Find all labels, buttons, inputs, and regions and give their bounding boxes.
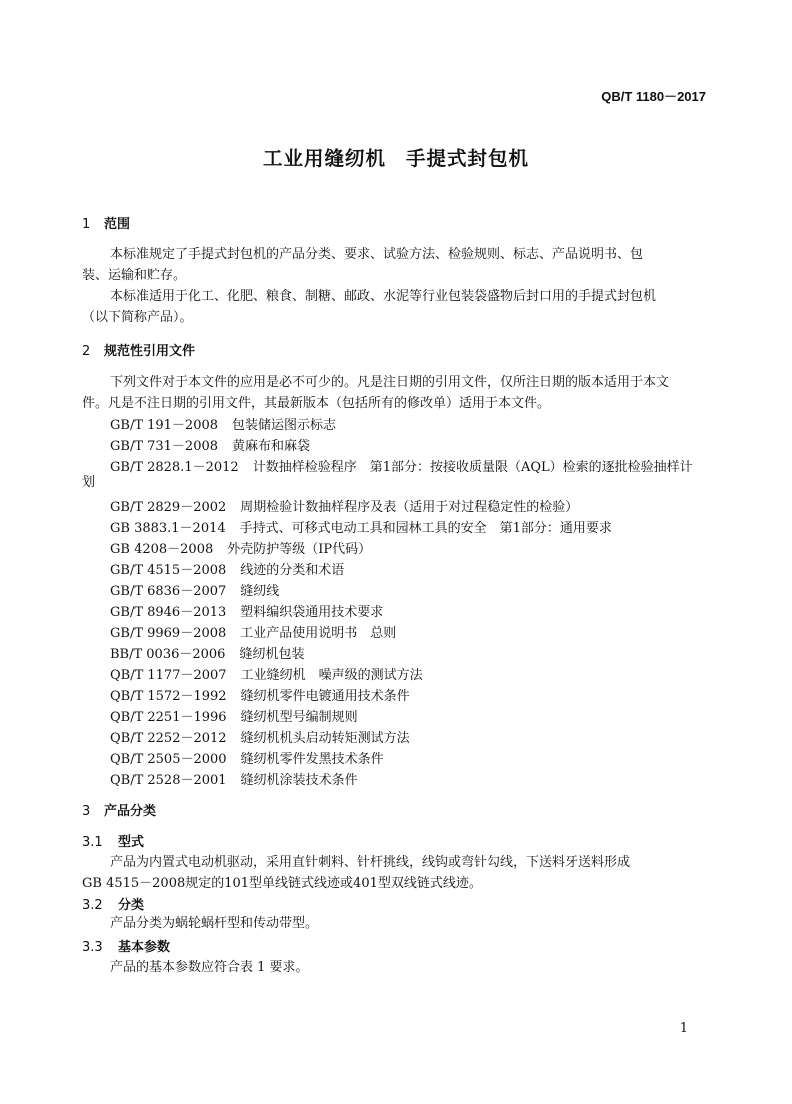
reference-code: GB/T 191－2008 <box>110 418 219 433</box>
reference-code: QB/T 1177－2007 <box>110 668 227 683</box>
reference-code: GB/T 731－2008 <box>110 439 219 454</box>
reference-code: BB/T 0036－2006 <box>110 647 226 662</box>
reference-title: 手持式、可移式电动工具和园林工具的安全 第1部分：通用要求 <box>239 521 612 536</box>
reference-item <box>110 622 396 641</box>
reference-title: 工业缝纫机 噪声级的测试方法 <box>240 668 423 683</box>
reference-code: QB/T 2528－2001 <box>110 773 227 788</box>
page-number: 1 <box>679 1021 688 1036</box>
subsection-3-3-heading: 3.3 基本参数 <box>82 940 171 955</box>
reference-item <box>110 685 410 704</box>
subsection-3-1-para-line-1: 产品为内置式电动机驱动，采用直针刺料、针杆挑线，线钩或弯针勾线，下送料牙送料形成 <box>110 855 631 870</box>
reference-item <box>110 664 423 683</box>
reference-code: GB/T 6836－2007 <box>110 584 227 599</box>
reference-item <box>110 517 612 536</box>
reference-code: GB 3883.1－2014 <box>110 521 226 536</box>
reference-code: QB/T 1572－1992 <box>110 689 227 704</box>
reference-title: 计数抽样检验程序 第1部分：按接收质量限（AQL）检索的逐批检验抽样计 <box>252 460 693 475</box>
reference-code: QB/T 2505－2000 <box>110 752 227 767</box>
subsection-3-3-para: 产品的基本参数应符合表 1 要求。 <box>110 960 309 975</box>
reference-item <box>110 456 693 475</box>
reference-title: 缝纫机机头启动转矩测试方法 <box>240 731 410 746</box>
reference-title: 包装储运图示标志 <box>232 418 337 433</box>
reference-code: QB/T 2251－1996 <box>110 710 227 725</box>
section-1-para-2-line-1: 本标准适用于化工、化肥、粮食、制糖、邮政、水泥等行业包装袋盛物后封口用的手提式封包机 <box>110 289 657 304</box>
section-1-para-1-line-2: 装、运输和贮存。 <box>82 268 187 283</box>
subsection-3-1-para-line-2: GB 4515－2008规定的101型单线链式线迹或401型双线链式线迹。 <box>82 876 482 891</box>
section-1-para-1-line-1: 本标准规定了手提式封包机的产品分类、要求、试验方法、检验规则、标志、产品说明书、包 <box>110 247 644 262</box>
reference-title: 黄麻布和麻袋 <box>232 439 311 454</box>
reference-code: GB/T 2829－2002 <box>110 500 227 515</box>
reference-item <box>110 748 384 767</box>
reference-item <box>110 414 336 433</box>
document-title <box>0 143 792 171</box>
reference-item <box>110 496 578 515</box>
reference-code: GB/T 4515－2008 <box>110 563 227 578</box>
reference-title: 缝纫机零件发黑技术条件 <box>240 752 384 767</box>
reference-title: 缝纫线 <box>240 584 280 599</box>
reference-code: GB/T 9969－2008 <box>110 626 227 641</box>
reference-code: GB/T 8946－2013 <box>110 605 227 620</box>
section-3-heading: 3 产品分类 <box>82 804 157 819</box>
reference-title: 缝纫机涂装技术条件 <box>240 773 358 788</box>
reference-title: 缝纫机型号编制规则 <box>240 710 358 725</box>
reference-title: 缝纫机零件电镀通用技术条件 <box>240 689 410 704</box>
subsection-3-2-para: 产品分类为蜗轮蜗杆型和传动带型。 <box>110 916 319 931</box>
standard-code-header: QB/T 1180－2017 <box>601 89 706 104</box>
reference-title: 外壳防护等级（IP代码） <box>227 542 372 557</box>
reference-title: 工业产品使用说明书 总则 <box>240 626 397 641</box>
reference-item-continuation: 划 <box>82 475 96 490</box>
reference-title: 线迹的分类和术语 <box>240 563 345 578</box>
reference-code: GB 4208－2008 <box>110 542 214 557</box>
title-part-1: 工业用缝纫机 <box>262 147 386 170</box>
reference-item <box>110 706 358 725</box>
section-1-para-2-line-2: （以下简称产品）。 <box>82 310 193 325</box>
reference-title: 塑料编织袋通用技术要求 <box>240 605 384 620</box>
section-2-heading: 2 规范性引用文件 <box>82 344 196 359</box>
reference-item <box>110 601 383 620</box>
section-2-para-line-1: 下列文件对于本文件的应用是必不可少的。凡是注日期的引用文件，仅所注日期的版本适用于本文 <box>110 375 670 390</box>
reference-item <box>110 435 310 454</box>
reference-item <box>110 769 358 788</box>
title-part-2: 手提式封包机 <box>406 147 530 170</box>
reference-item <box>110 580 279 599</box>
reference-title: 周期检验计数抽样程序及表（适用于对过程稳定性的检验） <box>240 500 579 515</box>
reference-item <box>110 559 344 578</box>
reference-code: QB/T 2252－2012 <box>110 731 227 746</box>
section-1-heading: 1 范围 <box>82 217 131 232</box>
reference-title: 缝纫机包装 <box>239 647 305 662</box>
section-2-para-line-2: 件。凡是不注日期的引用文件，其最新版本（包括所有的修改单）适用于本文件。 <box>82 396 551 411</box>
reference-code: GB/T 2828.1－2012 <box>110 460 239 475</box>
reference-item <box>110 727 410 746</box>
subsection-3-1-heading: 3.1 型式 <box>82 835 145 850</box>
reference-item <box>110 643 304 662</box>
subsection-3-2-heading: 3.2 分类 <box>82 898 145 913</box>
reference-item <box>110 538 371 557</box>
